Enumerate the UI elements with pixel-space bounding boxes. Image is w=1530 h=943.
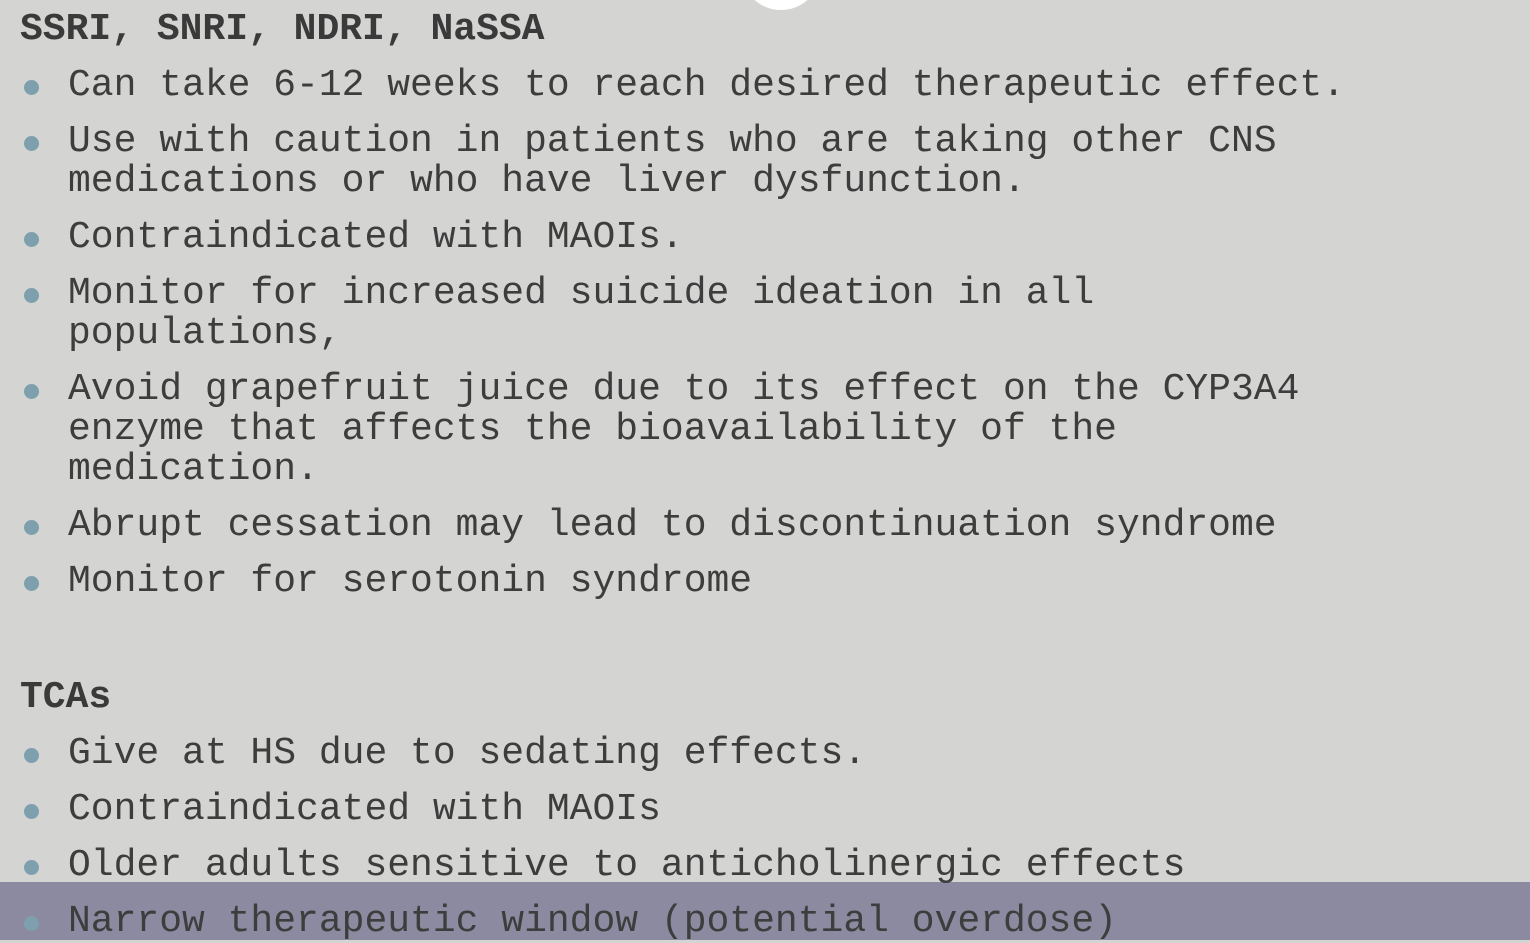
bullet-dot-icon bbox=[24, 232, 39, 247]
top-circle-decoration bbox=[741, 0, 821, 10]
list-item bbox=[20, 790, 1530, 830]
list-item bbox=[20, 274, 1530, 354]
list-item bbox=[20, 734, 1530, 774]
list-item bbox=[20, 66, 1530, 106]
bullet-dot-icon bbox=[24, 80, 39, 95]
bullet-dot-icon bbox=[24, 136, 39, 151]
list-item-text: Monitor for increased suicide ideation in all populations, bbox=[68, 272, 1095, 355]
list-item-text: Avoid grapefruit juice due to its effect on the CYP3A4 enzyme that affects the bioavailability of the medication. bbox=[68, 368, 1300, 491]
bullet-dot-icon bbox=[24, 288, 39, 303]
list-item-text: Give at HS due to sedating effects. bbox=[68, 732, 867, 775]
list-item bbox=[20, 370, 1530, 490]
section-heading-ssri: SSRI, SNRI, NDRI, NaSSA bbox=[20, 8, 545, 51]
list-item-text: Contraindicated with MAOIs bbox=[68, 788, 661, 831]
tca-bullet-list bbox=[20, 734, 1530, 942]
list-item bbox=[20, 218, 1530, 258]
list-item-text: Use with caution in patients who are taking other CNS medications or who have liver dysfunction. bbox=[68, 120, 1277, 203]
list-item-text: Monitor for serotonin syndrome bbox=[68, 560, 753, 603]
list-item-text: Abrupt cessation may lead to discontinuation syndrome bbox=[68, 504, 1277, 547]
bullet-dot-icon bbox=[24, 804, 39, 819]
list-item bbox=[20, 902, 1530, 942]
bullet-dot-icon bbox=[24, 860, 39, 875]
bullet-dot-icon bbox=[24, 916, 39, 931]
ssri-bullet-list bbox=[20, 66, 1530, 602]
list-item-text: Narrow therapeutic window (potential overdose) bbox=[68, 900, 1117, 943]
list-item-text: Can take 6-12 weeks to reach desired therapeutic effect. bbox=[68, 64, 1346, 107]
section-heading-tcas: TCAs bbox=[20, 676, 112, 719]
bullet-dot-icon bbox=[24, 384, 39, 399]
bullet-dot-icon bbox=[24, 576, 39, 591]
bullet-dot-icon bbox=[24, 520, 39, 535]
list-item bbox=[20, 846, 1530, 886]
bullet-dot-icon bbox=[24, 748, 39, 763]
list-item bbox=[20, 562, 1530, 602]
list-item bbox=[20, 122, 1530, 202]
list-item bbox=[20, 506, 1530, 546]
list-item-text: Older adults sensitive to anticholinergic effects bbox=[68, 844, 1186, 887]
list-item-text: Contraindicated with MAOIs. bbox=[68, 216, 684, 259]
